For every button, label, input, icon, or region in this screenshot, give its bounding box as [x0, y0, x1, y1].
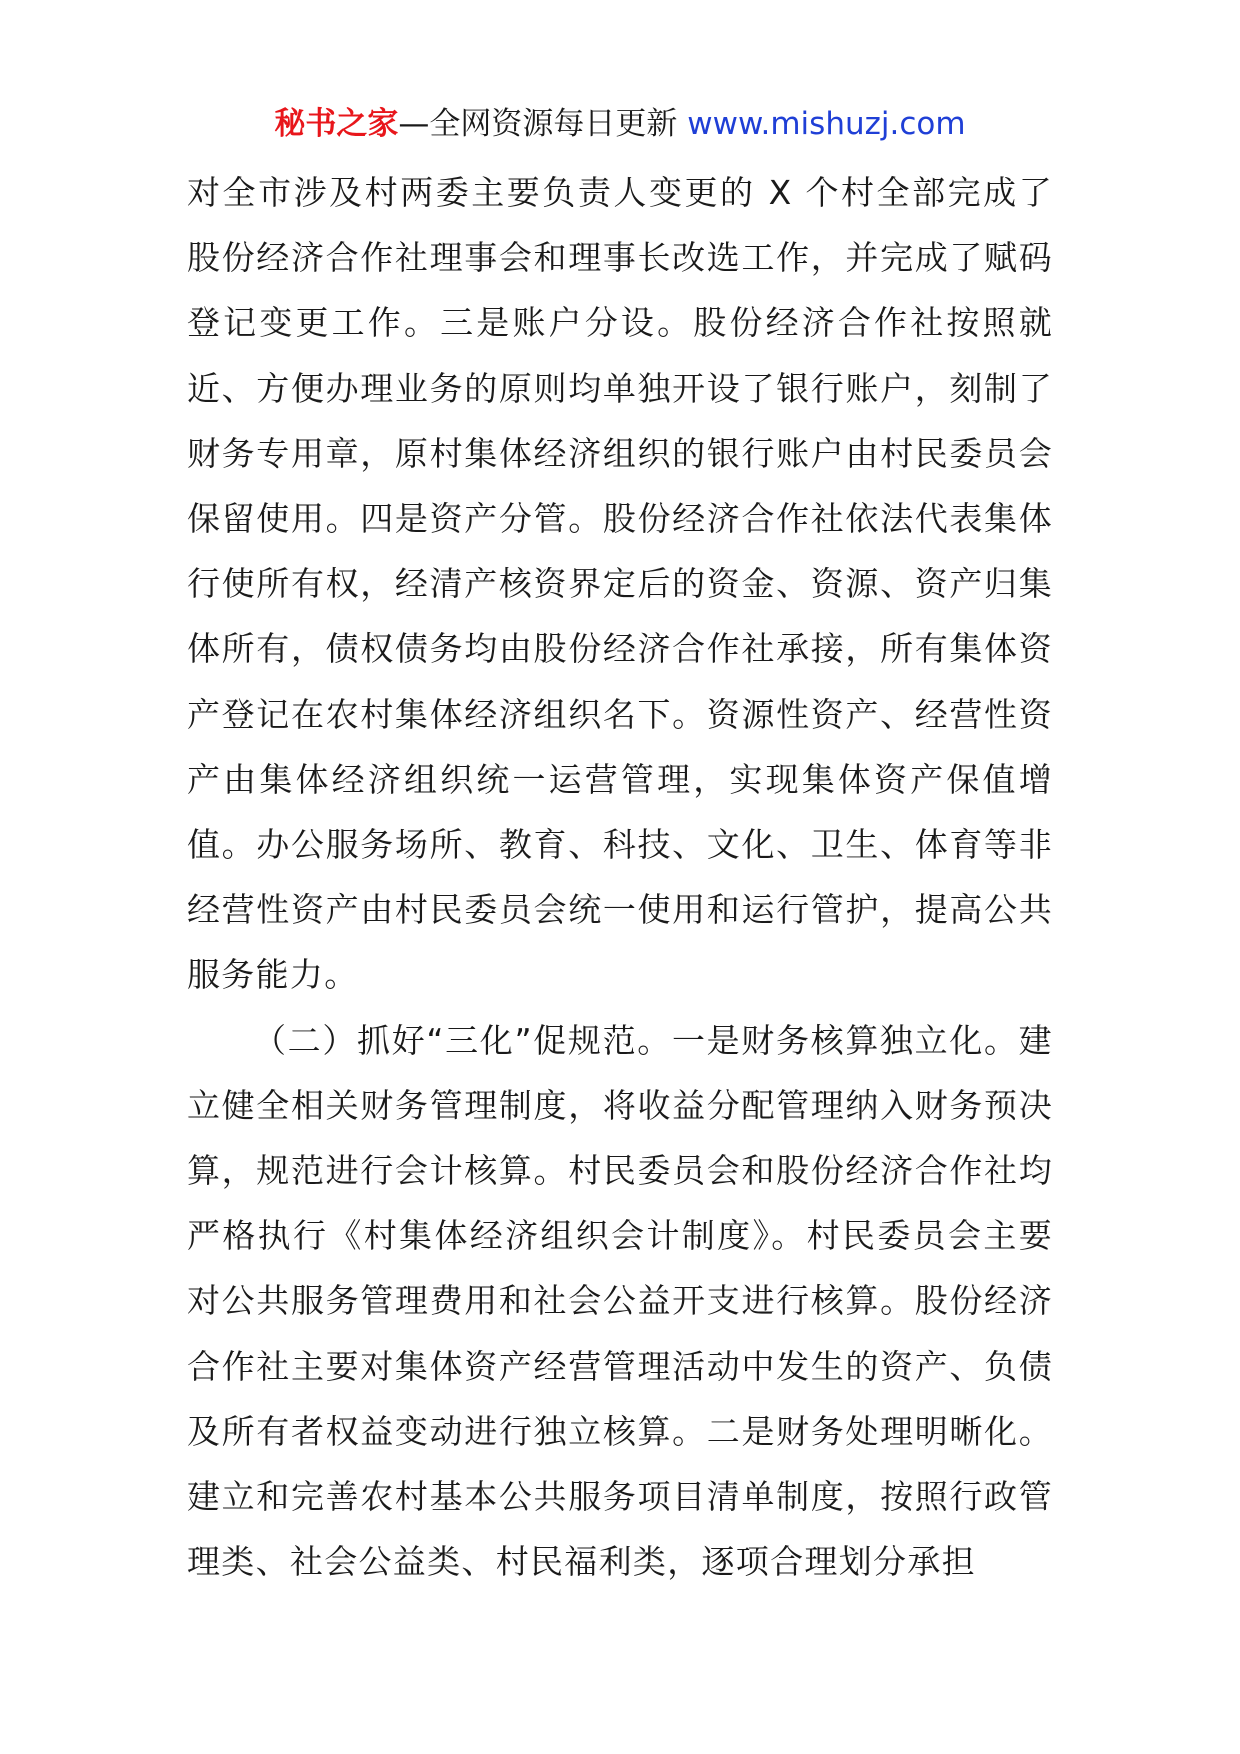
- header-brand: 秘书之家: [274, 106, 399, 142]
- paragraph-2: （二）抓好“三化”促规范。一是财务核算独立化。建立健全相关财务管理制度，将收益分配管理纳入财务预决算，规范进行会计核算。村民委员会和股份经济合作社均严格执行《村集体经济组织会计制度》。村民委员会主要对公共服务管理费用和社会公益开支进行核算。股份经济合作社主要对集体资产经营管理活动中发生的资产、负债及所有者权益变动进行独立核算。二是财务处理明晰化。建立和完善农村基本公共服务项目清单制度，按照行政管理类、社会公益类、村民福利类，逐项合理划分承担: [187, 1020, 1053, 1582]
- header-tagline: —全网资源每日更新: [398, 106, 678, 142]
- header-url-link[interactable]: www.mishuzj.com: [687, 106, 966, 142]
- paragraph-1: 对全市涉及村两委主要负责人变更的 X 个村全部完成了股份经济合作社理事会和理事长改选工作，并完成了赋码登记变更工作。三是账户分设。股份经济合作社按照就近、方便办理业务的原则均单独开设了银行账户，刻制了财务专用章，原村集体经济组织的银行账户由村民委员会保留使用。四是资产分管。股份经济合作社依法代表集体行使所有权，经清产核资界定后的资金、资源、资产归集体所有，债权债务均由股份经济合作社承接，所有集体资产登记在农村集体经济组织名下。资源性资产、经营性资产由集体经济组织统一运营管理，实现集体资产保值增值。办公服务场所、教育、科技、文化、卫生、体育等非经营性资产由村民委员会统一使用和运行管护，提高公共服务能力。: [187, 173, 1053, 995]
- page-header: [0, 102, 1240, 146]
- document-body: [187, 160, 1053, 1594]
